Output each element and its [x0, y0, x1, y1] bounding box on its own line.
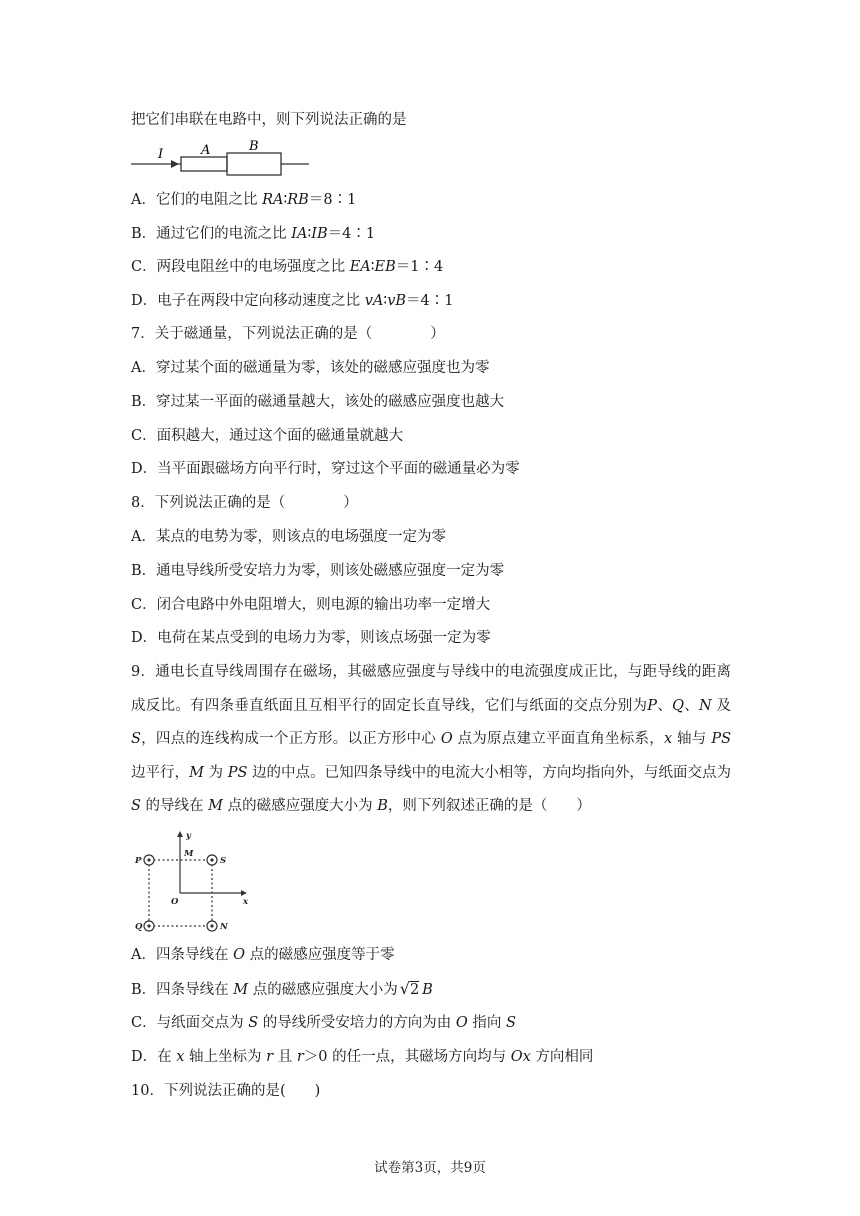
resistor-b-label: B: [249, 139, 259, 154]
q8-option-a: A．某点的电势为零，则该点的电场强度一定为零: [131, 529, 446, 545]
label-x: x: [243, 897, 249, 907]
current-label: I: [158, 147, 164, 162]
q9-option-c: C．与纸面交点为 S 的导线所受安培力的方向为由 O 指向 S: [131, 1015, 516, 1031]
resistor-circuit-figure: [131, 136, 316, 182]
q7-option-d: D．当平面跟磁场方向平行时，穿过这个平面的磁通量必为零: [131, 461, 520, 477]
resistor-a-label: A: [201, 143, 211, 158]
q9-stem: 9．通电长直导线周围存在磁场，其磁感应强度与导线中的电流强度成正比，与距导线的距离成反比。有四条垂直纸面且互相平行的固定长直导线，它们与纸面的交点分别为P、Q、N 及 S，四点的连线构成一个正方形。以正方形中心 O 点为原点建立平面直角坐标系，x 轴与 PS 边平行，M 为 PS 边的中点。已知四条导线中的电流大小相等，方向均指向外，与纸面交点为 S 的导线在 M 点的磁感应强度大小为 B，则下列叙述正确的是（ ）: [131, 664, 732, 814]
page-footer: 试卷第3页，共9页: [374, 1160, 486, 1176]
q6-stem-tail: 把它们串联在电路中，则下列说法正确的是: [131, 112, 407, 128]
q9-option-d: D．在 x 轴上坐标为 r 且 r＞0 的任一点，其磁场方向均与 Ox 方向相同: [131, 1049, 594, 1065]
label-y: y: [186, 831, 191, 841]
q6-option-d: D．电子在两段中定向移动速度之比 vA∶vB＝4∶1: [131, 293, 454, 309]
q7-option-c: C．面积越大，通过这个面的磁通量就越大: [131, 428, 404, 444]
sqrt-icon: √: [399, 979, 410, 998]
label-q: Q: [135, 922, 143, 932]
q10-stem: 10．下列说法正确的是( ): [131, 1083, 321, 1099]
q6-option-b: B．通过它们的电流之比 IA∶IB＝4∶1: [131, 226, 376, 242]
wire-n-icon: [207, 921, 217, 931]
label-p: P: [135, 856, 142, 866]
q7-stem: 7．关于磁通量，下列说法正确的是（ ）: [131, 326, 445, 342]
wire-s-icon: [207, 855, 217, 865]
label-m: M: [184, 849, 194, 859]
label-s: S: [220, 856, 227, 866]
q8-option-c: C．闭合电路中外电阻增大，则电源的输出功率一定增大: [131, 597, 491, 613]
q8-stem: 8．下列说法正确的是（ ）: [131, 495, 358, 511]
q7-option-a: A．穿过某个面的磁通量为零，该处的磁感应强度也为零: [131, 360, 490, 376]
q6-option-a: A．它们的电阻之比 RA∶RB＝8∶1: [131, 192, 357, 208]
q7-option-b: B．穿过某一平面的磁通量越大，该处的磁感应强度也越大: [131, 394, 505, 410]
label-o: O: [171, 897, 179, 907]
q8-option-b: B．通电导线所受安培力为零，则该处磁感应强度一定为零: [131, 563, 505, 579]
q9-option-a: A．四条导线在 O 点的磁感应强度等于零: [131, 947, 395, 963]
wire-q-icon: [144, 921, 154, 931]
wire-square-figure: [131, 828, 261, 936]
label-n: N: [220, 922, 228, 932]
wire-p-icon: [144, 855, 154, 865]
q9-option-b: B．四条导线在 M 点的磁感应强度大小为 √2 B: [131, 979, 433, 998]
q6-option-c: C．两段电阻丝中的电场强度之比 EA∶EB＝1∶4: [131, 259, 444, 275]
q8-option-d: D．电荷在某点受到的电场力为零，则该点场强一定为零: [131, 630, 491, 646]
